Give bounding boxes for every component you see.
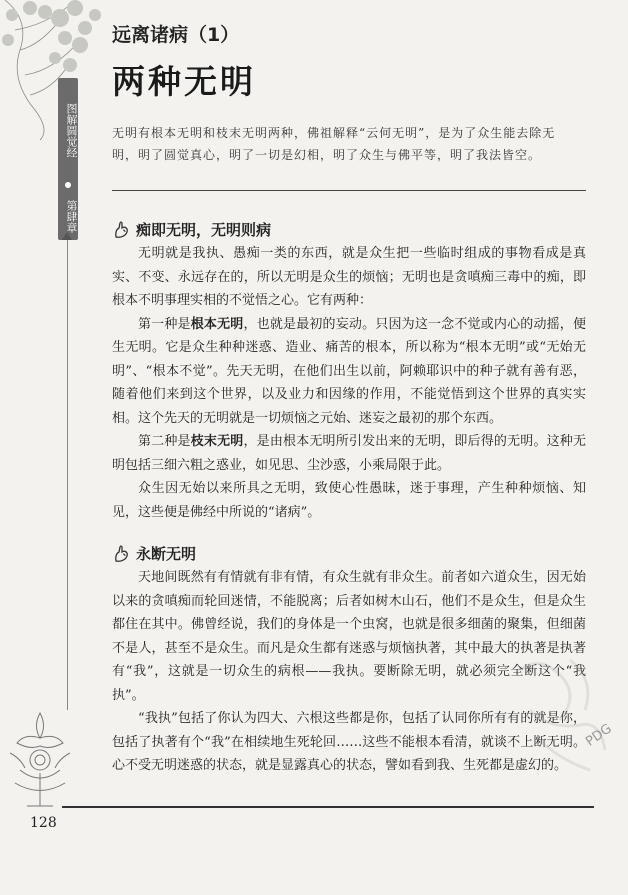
bold-term: 枝末无明: [190, 434, 244, 449]
section-heading-text: 痴即无明，无明则病: [136, 221, 272, 239]
paragraph-text: 第二种是: [138, 434, 191, 449]
section-subtitle: 远离诸病（1）: [112, 24, 240, 46]
paragraph-text: ，是由根本无明所引发出来的无明，即后得的无明。这种无明包括三细六粗之惑业，如见思、尘沙惑，小乘局限于此。: [112, 434, 586, 473]
side-line: [67, 240, 68, 710]
hand-mudra-icon: [112, 544, 132, 564]
paragraph: 天地间既然有有情就有非有情，有众生就有非众生。前者如六道众生，因无始以来的贪嗔痴而轮回迷情，不能脱离；后者如树木山石，他们不是众生，但是众生都住在其中。佛曾经说，我们的身体是一个虫窝，也就是很多细菌的聚集，但细菌不是人，甚至不是众生。而凡是众生都有迷惑与烦恼执著，其中最大的执著是执著有“我”，这就是一切众生的病根——我执。要断除无明，就必须完全断这个“我执”。: [112, 570, 586, 703]
side-arrow-icon: [62, 232, 72, 240]
tab-divider-dot: [65, 182, 71, 188]
section-heading: [112, 542, 586, 566]
lotus-ornament-icon: [5, 708, 75, 818]
hand-mudra-icon: [112, 220, 132, 240]
paragraph: [112, 313, 586, 431]
paragraph: “我执”包括了你认为四大、六根这些都是你，包括了认同你所有有的就是你，包括了执著有个“我”在相续地生死轮回……这些不能根本看清，就谈不上断无明。心不受无明迷惑的状态，就是显露真心的状态，譬如看到我、生死都是虚幻的。: [112, 711, 586, 773]
section-heading-text: 永断无明: [136, 545, 197, 563]
paragraph: [112, 430, 586, 477]
header-rule: [112, 190, 586, 191]
watermark-seal: [500, 650, 620, 790]
paragraph-text: 第一种是: [138, 316, 191, 332]
section-1: [112, 218, 586, 524]
side-tab: [58, 78, 78, 240]
paragraph-text: ，也就是最初的妄动。只因为这一念不觉或内心的动摇，便生无明。它是众生种种迷惑、造业、痛苦的根本，所以称为“根本无明”或“无始无明”、“根本不觉”。先天无明，在他们出生以前，阿赖耶识中的种子就有善有恶，随着他们来到这个世界，以及业力和因缘的作用，不能觉悟到这个世界的真实实相。这个先天的无明就是一切烦恼之元始、迷妄之最初的那个东西。: [112, 316, 586, 426]
bold-term: 根本无明: [190, 316, 244, 332]
footer-rule: [62, 806, 594, 808]
paragraph: 无明就是我执、愚痴一类的东西，就是众生把一些临时组成的事物看成是真实、不变、永远存在的，所以无明是众生的烦恼；无明也是贪嗔痴三毒中的痴，即根本不明事理实相的不觉悟之心。它有两种：: [112, 246, 586, 308]
page-number: 128: [30, 815, 57, 831]
chapter-label: 第肆章: [65, 199, 78, 233]
book-name-label: 图解圆觉经: [65, 102, 78, 158]
page-title: 两种无明: [112, 62, 256, 101]
paragraph: 众生因无始以来所具之无明，致使心性愚昧，迷于事理，产生种种烦恼、知见，这些便是佛经中所说的“诸病”。: [112, 481, 586, 520]
tree-illustration: [0, 0, 105, 140]
intro-text: 无明有根本无明和枝末无明两种，佛祖解释“云何无明”，是为了众生能去除无明，明了圆觉真心，明了一切是幻相，明了众生与佛平等，明了我法皆空。: [112, 126, 556, 162]
section-heading: [112, 218, 586, 242]
watermark-text: PDG: [583, 721, 615, 750]
